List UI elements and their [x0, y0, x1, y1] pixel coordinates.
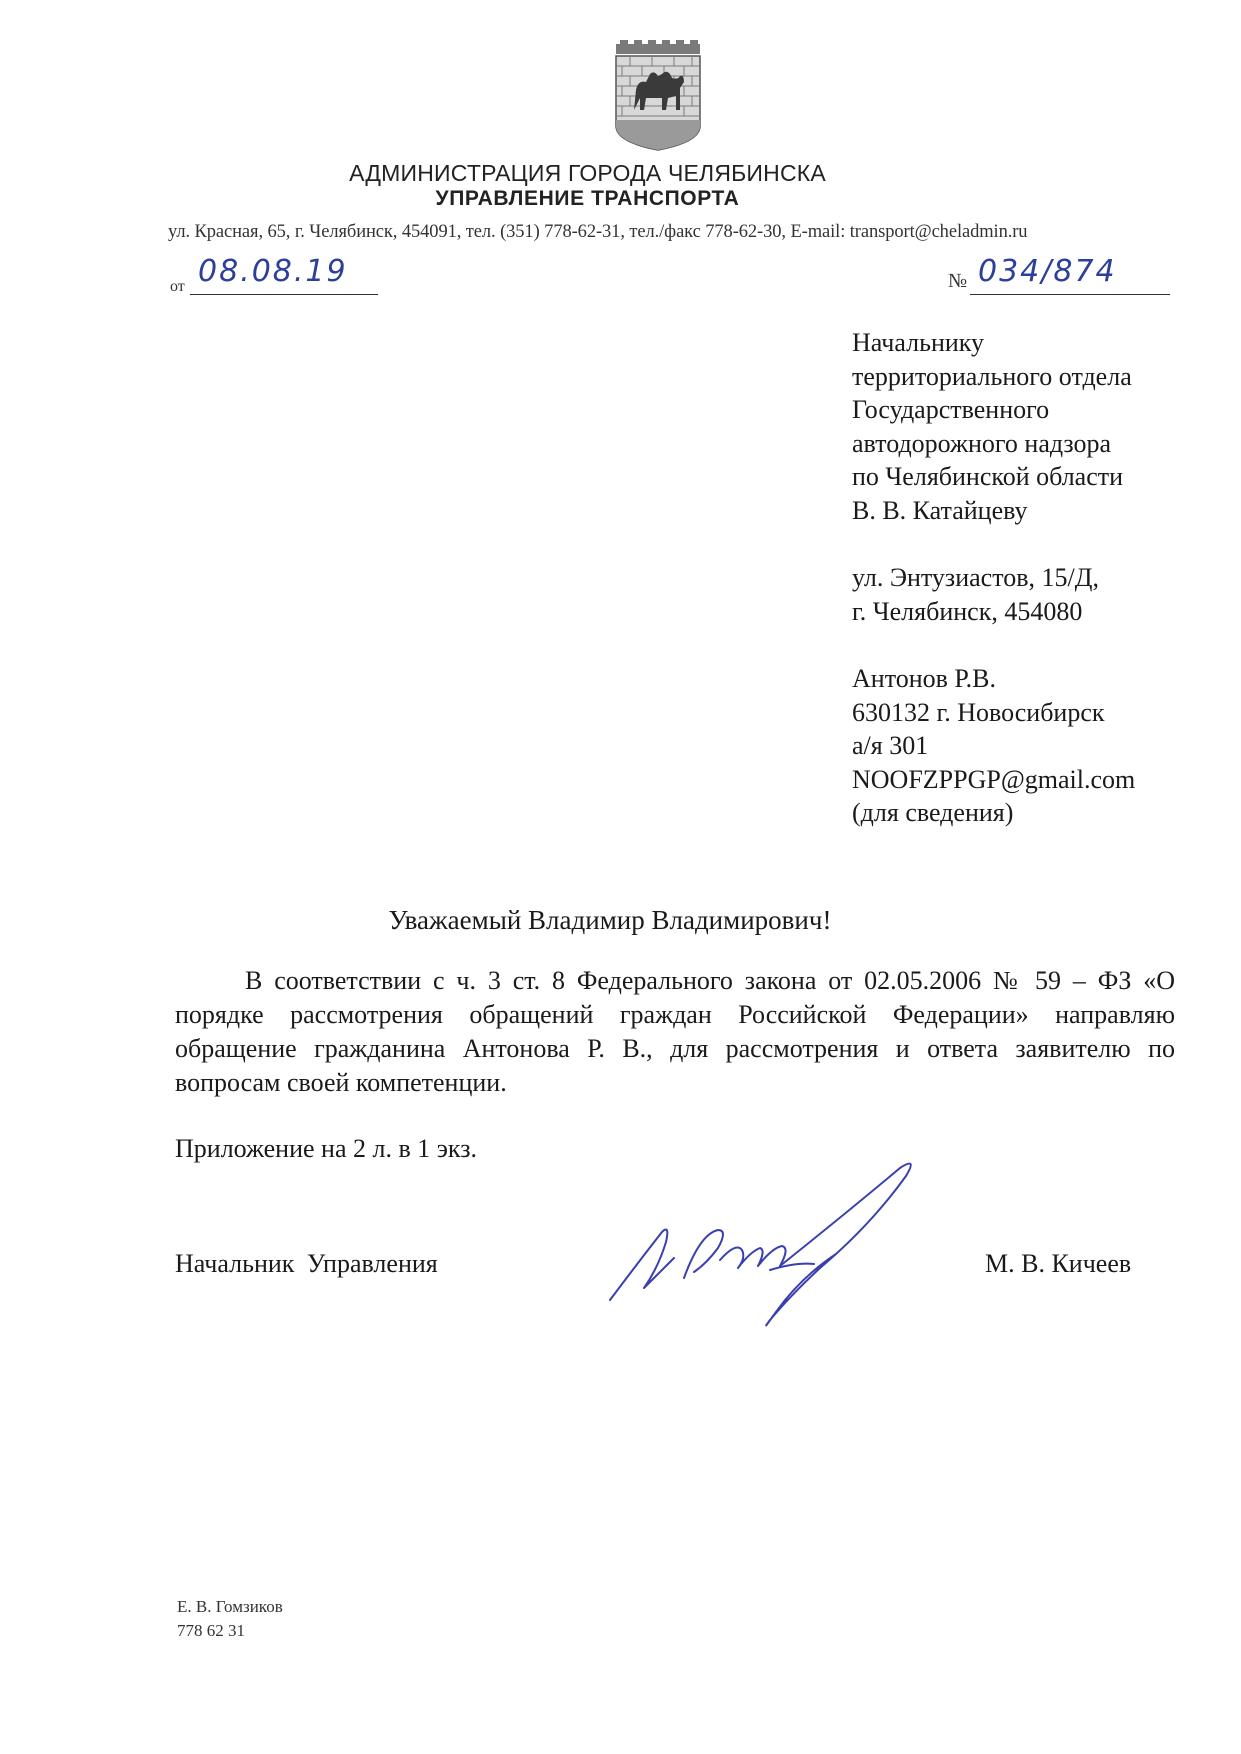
recipient-address-line: ул. Энтузиастов, 15/Д,	[852, 563, 1099, 593]
attachment-note: Приложение на 2 л. в 1 экз.	[175, 1134, 477, 1163]
coat-of-arms-icon	[612, 40, 704, 152]
copy-recipient-email: NOOFZPPGP@gmail.com	[852, 764, 1136, 794]
signatory-name: М. В. Кичеев	[985, 1249, 1132, 1278]
number-label: №	[948, 270, 968, 292]
handwritten-number: 034/874	[978, 254, 1117, 289]
signatory-role: Начальник Управления	[175, 1249, 438, 1278]
copy-recipient-line: Антонов Р.В.	[852, 663, 996, 693]
executor-phone: 778 62 31	[177, 1621, 245, 1640]
copy-recipient-line: 630132 г. Новосибирск	[852, 697, 1105, 727]
executor-name: Е. В. Гомзиков	[177, 1597, 283, 1616]
recipient-line: автодорожного надзора	[852, 428, 1112, 458]
recipient-line: Государственного	[852, 395, 1050, 425]
recipient-line: Начальнику	[852, 328, 985, 357]
executor-block	[177, 1595, 283, 1643]
sender-address: ул. Красная, 65, г. Челябинск, 454091, тел. (351) 778-62-31, тел./факс 778-62-30, E-mail: transport@cheladmin.ru	[168, 222, 1028, 242]
recipient-address-line: г. Челябинск, 454080	[852, 596, 1083, 626]
recipient-line: по Челябинской области	[852, 462, 1124, 492]
date-label: от	[170, 278, 185, 295]
organization-title: АДМИНИСТРАЦИЯ ГОРОДА ЧЕЛЯБИНСКА	[349, 160, 826, 186]
copy-recipient-line: (для сведения)	[852, 798, 1014, 828]
salutation: Уважаемый Владимир Владимирович!	[388, 905, 832, 935]
recipient-line: территориального отдела	[852, 361, 1132, 391]
handwritten-signature	[600, 1150, 960, 1340]
letter-body: В соответствии с ч. 3 ст. 8 Федерального закона от 02.05.2006 № 59 – ФЗ «О порядке рассмотрения обращений граждан Российской Федерации» направляю обращение гражданина Антонова Р. В., для рассмотрения и ответа заявителю по вопросам своей компетенции.	[175, 966, 1175, 1097]
copy-recipient-line: а/я 301	[852, 731, 929, 761]
recipient-line: В. В. Катайцеву	[852, 495, 1028, 525]
date-underline	[190, 294, 378, 295]
number-underline	[970, 294, 1170, 295]
department-title: УПРАВЛЕНИЕ ТРАНСПОРТА	[435, 187, 740, 210]
handwritten-date: 08.08.19	[198, 254, 348, 289]
recipient-block	[852, 326, 1222, 830]
